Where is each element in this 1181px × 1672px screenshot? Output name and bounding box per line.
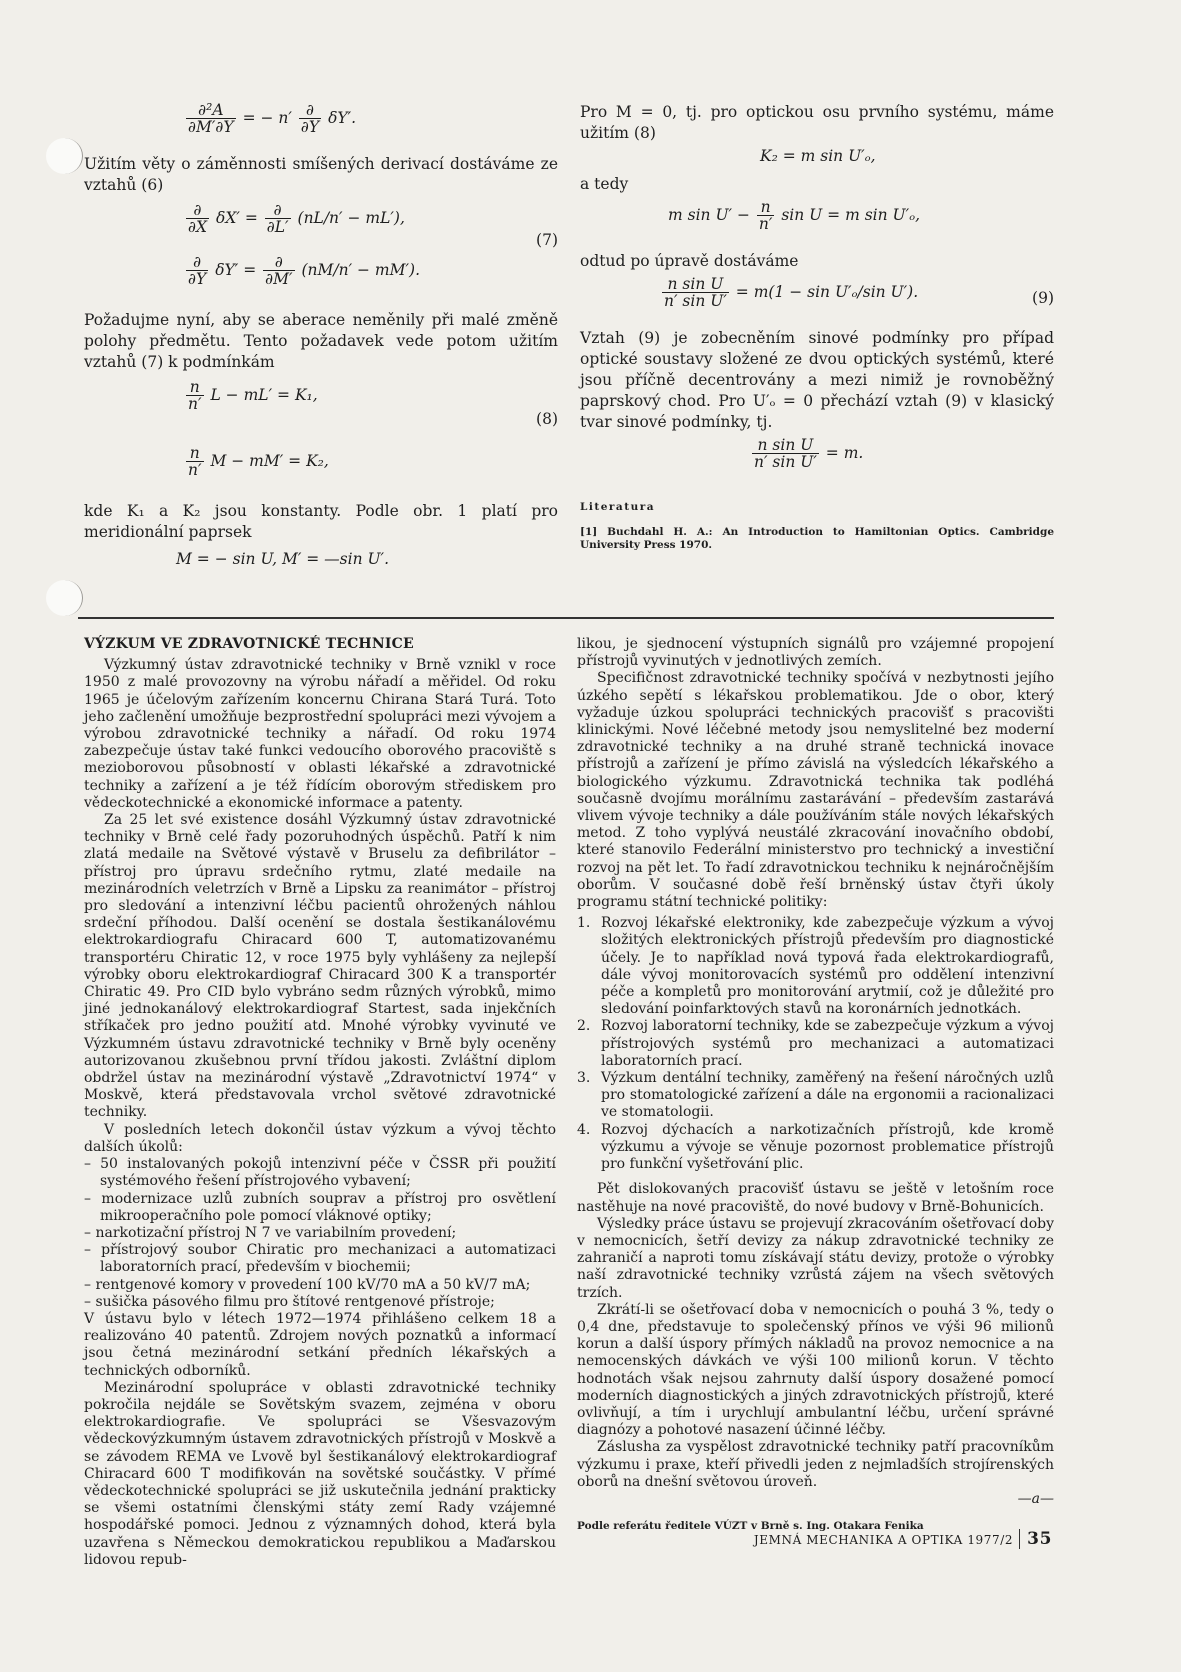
paragraph: Zkrátí-li se ošetřovací doba v nemocnicích o pouhá 3 %, tedy o 0,4 dne, představuje to společenský přínos ve výši 96 milionů korun a další úspory přímých nákladů na provoz nemocnice a na nemocenských dávkách ve výši 100 milionů korun. V těchto hodnotách však nejsou zahrnuty další úspory dosažené pomocí moderních diagnostických a jiných zdravotnických přístrojů, které ovlivňují, a tím i urychlují ambulantní léčbu, určení správné diagnózy a pohotové nasazení účinné léčby. bbox=[577, 1301, 1054, 1439]
binder-hole-bottom bbox=[46, 580, 83, 616]
list-item: – modernizace uzlů zubních souprav a přístroj pro osvětlení mikrooperačního pole pomocí vláknové optiky; bbox=[84, 1190, 556, 1224]
top-right-column bbox=[580, 102, 1054, 552]
paragraph: Pro M = 0, tj. pro optickou osu prvního systému, máme užitím (8) bbox=[580, 103, 1054, 142]
references-heading: Literatura bbox=[580, 501, 656, 513]
equation-9: $\frac{\text{n sin U}}{\text{n′ sin U′}}$ = m(1 − sin U′ₒ/sin U′). (9) bbox=[664, 275, 1054, 310]
paragraph: Pět dislokovaných pracovišť ústavu se ještě v letošním roce nastěhuje na nové pracoviště, do nové budovy v Brně-Bohunicích. bbox=[577, 1181, 1054, 1215]
article-left-column bbox=[84, 636, 556, 1569]
equation-8b: $\frac{n}{n'}$ M − mM′ = K₂, bbox=[188, 444, 329, 479]
paragraph: Výzkumný ústav zdravotnické techniky v Brně vznikl v roce 1950 z malé provozovny na výrobu nářadí a měřidel. Od roku 1965 je účelovým zařízením koncernu Chirana Stará Turá. Toto jeho začlenění umožňuje bezprostřední spolupráci mezi vývojem a výrobou zdravotnické techniky a nářadí. Od roku 1974 zabezpečuje ústav také funkci vedoucího oborového pracoviště s mezioborovou působností v oblasti lékařské a zdravotnické techniky a zařízení a je též řídícím oborovým střediskem pro vědeckotechnické a ekonomické informace a patenty. bbox=[84, 657, 556, 811]
equation-number: (7) bbox=[536, 231, 558, 249]
article-right-column bbox=[577, 636, 1054, 1535]
page-footer bbox=[754, 1529, 1052, 1549]
paragraph: Mezinárodní spolupráce v oblasti zdravotnické techniky pokročila nejdále se Sovětským svazem, zejména v oboru elektrokardiografie. Ve spolupráci se Všesvazovým vědeckovýzkumným ústavem zdravotnických přístrojů v Moskvě a se závodem REMA ve Lvově byl šestikanálový elektrokardiograf Chiracard 600 T modifikován na sovětské součástky. V přímé vědeckotechnické spolupráci se již uskutečnila jednání prakticky se všemi ostatními členskými státy zemí Rady vzájemné hospodářské pomoci. Jednou z významných dohod, která byla uzavřena s Německou demokratickou republikou a Maďarskou lidovou repub- bbox=[84, 1379, 556, 1568]
equation-7b: $\frac{\partial}{\partial Y}$ δY′ = $\frac{\partial}{\partial M'}$ (nM/n′ − mM′). bbox=[188, 253, 420, 288]
list-item: – 50 instalovaných pokojů intenzivní péče v ČSSR při použití systémového řešení přístrojového vybavení; bbox=[84, 1156, 556, 1190]
equation-number: (9) bbox=[1032, 289, 1054, 307]
binder-hole-top bbox=[46, 138, 83, 174]
equation-number: (8) bbox=[536, 410, 558, 428]
paragraph: V ústavu bylo v létech 1972—1974 přihlášeno celkem 18 a realizováno 40 patentů. Zdrojem nových poznatků a informací jsou četná mezinárodní setkání předních lékařských a technických odborníků. bbox=[84, 1310, 556, 1379]
equation-b: m sin U′ − $\frac{n}{n'}$ sin U = m sin U′ₒ, bbox=[668, 198, 920, 233]
numbered-item: 2. Rozvoj laboratorní techniky, kde se zabezpečuje výzkum a vývoj přístrojových systémů pro mechanizaci a automatizaci laboratorních prací. bbox=[577, 1018, 1054, 1069]
numbered-item: 3. Výzkum dentální techniky, zaměřený na řešení náročných uzlů pro stomatologické zařízení a dále na ergonomii a racionalizaci ve stomatologii. bbox=[577, 1070, 1054, 1121]
paragraph: likou, je sjednocení výstupních signálů pro vzájemné propojení přístrojů vyvinutých v jednotlivých zemích. bbox=[577, 636, 1054, 670]
numbered-item: 4. Rozvoj dýchacích a narkotizačních přístrojů, kde kromě výzkumu a vývoje se věnuje pozornost problematice přístrojů pro funkční vyšetřování plic. bbox=[577, 1121, 1054, 1173]
paragraph: odtud po úpravě dostáváme bbox=[580, 252, 799, 270]
source-note: Podle referátu ředitele VÚZT v Brně s. Ing. Otakara Fenika bbox=[577, 1520, 924, 1533]
list-item: – rentgenové komory v provedení 100 kV/70 mA a 50 kV/7 mA; bbox=[84, 1276, 531, 1293]
paragraph: V posledních letech dokončil ústav výzkum a vývoj těchto dalších úkolů: bbox=[84, 1121, 556, 1155]
equation-final: $\frac{\text{n sin U}}{\text{n′ sin U′}}$ = m. bbox=[754, 436, 864, 471]
equation-7a: $\frac{\partial}{\partial X}$ δX′ = $\frac{\partial}{\partial L'}$ (nL/n′ − mL′), (7) bbox=[188, 201, 558, 249]
paragraph: Výsledky práce ústavu se projevují zkracováním ošetřovací doby v nemocnicích, šetří devizy za nákup zdravotnické techniky ze zahraničí a naproti tomu získávají státu devizy, protože o výrobky naší zdravotnické techniky vzrůstá zájem na všech světových trzích. bbox=[577, 1215, 1054, 1301]
list-item: – sušička pásového filmu pro štítové rentgenové přístroje; bbox=[84, 1293, 495, 1310]
reference-item: [1] Buchdahl H. A.: An Introduction to Hamiltonian Optics. Cambridge University Press 1970. bbox=[580, 526, 1054, 551]
equation-a: $\frac{\text{∂²A}}{\partial M'\partial Y}$ = − n′ $\frac{\partial}{\partial Y}$ δY′. bbox=[188, 101, 357, 136]
equation-8a: $\frac{n}{n'}$ L − mL′ = K₁, (8) bbox=[188, 378, 558, 428]
paragraph: Specifičnost zdravotnické techniky spočívá v nezbytnosti jejího úzkého sepětí s lékařskou problematikou. Jde o obor, který vyžaduje úzkou spolupráci technických pracovišť s pracovišti klinickými. Nové léčebné metody jsou nemyslitelné bez moderní zdravotnické techniky a na druhé straně technická inovace přístrojů a zařízení je přímo závislá na výsledcích lékařského a biologického výzkumu. Zdravotnická technika tak podléhá současně dvojímu morálnímu zastarávání – především zastarává vlivem vývoje techniky a dále používáním stále nových lékařských metod. Z toho vyplývá neustálé zkracování inovačního období, které stanovilo Federální ministerstvo pro technický a investiční rozvoj na pět let. To řadí zdravotnickou techniku k nejnáročnějším oborům. V současné době řeší brněnský ústav čtyři úkoly programu státní technické politiky: bbox=[577, 670, 1054, 911]
journal-name: JEMNÁ MECHANIKA A OPTIKA 1977/2 bbox=[753, 1533, 1014, 1547]
paragraph: Požadujme nyní, aby se aberace neměnily při malé změně polohy předmětu. Tento požadavek vede potom užitím vztahů (7) k podmínkám bbox=[84, 311, 558, 371]
paragraph: kde K₁ a K₂ jsou konstanty. Podle obr. 1 platí pro meridionální paprsek bbox=[84, 502, 558, 541]
top-left-column bbox=[84, 102, 558, 575]
paragraph: Vztah (9) je zobecněním sinové podmínky pro případ optické soustavy složené ze dvou optických systémů, které jsou příčně decentrovány a mezi nimiž je rovnoběžný paprskový chod. Pro U′ₒ = 0 přechází vztah (9) v klasický tvar sinové podmínky, tj. bbox=[580, 329, 1054, 431]
equation-m: M = − sin U, M′ = —sin U′. bbox=[176, 550, 390, 568]
paragraph: a tedy bbox=[580, 175, 629, 193]
page-number: 35 bbox=[1019, 1529, 1052, 1549]
signature: —a— bbox=[1017, 1490, 1054, 1507]
list-item: – narkotizační přístroj N 7 ve variabilním provedení; bbox=[84, 1224, 457, 1241]
list-item: – přístrojový soubor Chiratic pro mechanizaci a automatizaci laboratorních prací, především v biochemii; bbox=[84, 1242, 556, 1276]
article-heading: VÝZKUM VE ZDRAVOTNICKÉ TECHNICE bbox=[84, 636, 414, 652]
numbered-item: 1. Rozvoj lékařské elektroniky, kde zabezpečuje výzkum a vývoj složitých elektronických přístrojů především pro diagnostické účely. Je to například nová typová řada elektrokardiografů, dále vývoj monitorovacích systémů pro oddělení intenzivní péče a kompletů pro monitorování arytmií, což je důležité pro sledování poinfarktových stavů na koronárních jednotkách. bbox=[577, 915, 1054, 1018]
paragraph: Za 25 let své existence dosáhl Výzkumný ústav zdravotnické techniky v Brně celé řady pozoruhodných úspěchů. Patří k nim zlatá medaile na Světové výstavě v Bruselu za defibrilátor – přístroj pro úpravu srdečního rytmu, zlaté medaile na mezinárodních veletrzích v Brně a Lipsku za reanimátor – přístroj pro sledování a intenzivní léčbu pacientů ohrožených náhlou srdeční příhodou. Další ocenění se dostala šestikanálovému elektrokardiografu Chiracard 600 T, automatizovanému transportéru Chiratic 12, v roce 1975 byly vyhlášeny za nejlepší výrobky oboru elektrokardiograf Chiracard 300 K a transportér Chiratic 49. Pro CID bylo vybráno sedm různých výrobků, mimo jiné jednokanálový elektrokardiograf Startest, sada injekčních stříkaček pro jedno použití atd. Mnohé výrobky vyvinuté ve Výzkumném ústavu zdravotnické techniky v Brně byly oceněny autorizovanou zkušebnou první třídou jakosti. Zvláštní diplom obdržel ústav na mezinárodní výstavě „Zdravotnictví 1974“ v Moskvě, která představovala vrchol světové zdravotnické techniky. bbox=[84, 812, 556, 1121]
section-divider bbox=[78, 617, 1054, 619]
equation-k2: K₂ = m sin U′ₒ, bbox=[760, 147, 876, 165]
paragraph: Záslusha za vyspělost zdravotnické techniky patří pracovníkům výzkumu i praxe, kteří přivedli jeden z nejmladších strojírenských oborů na dnešní světovou úroveň. bbox=[577, 1439, 1054, 1490]
paragraph: Užitím věty o záměnnosti smíšených derivací dostáváme ze vztahů (6) bbox=[84, 155, 558, 194]
